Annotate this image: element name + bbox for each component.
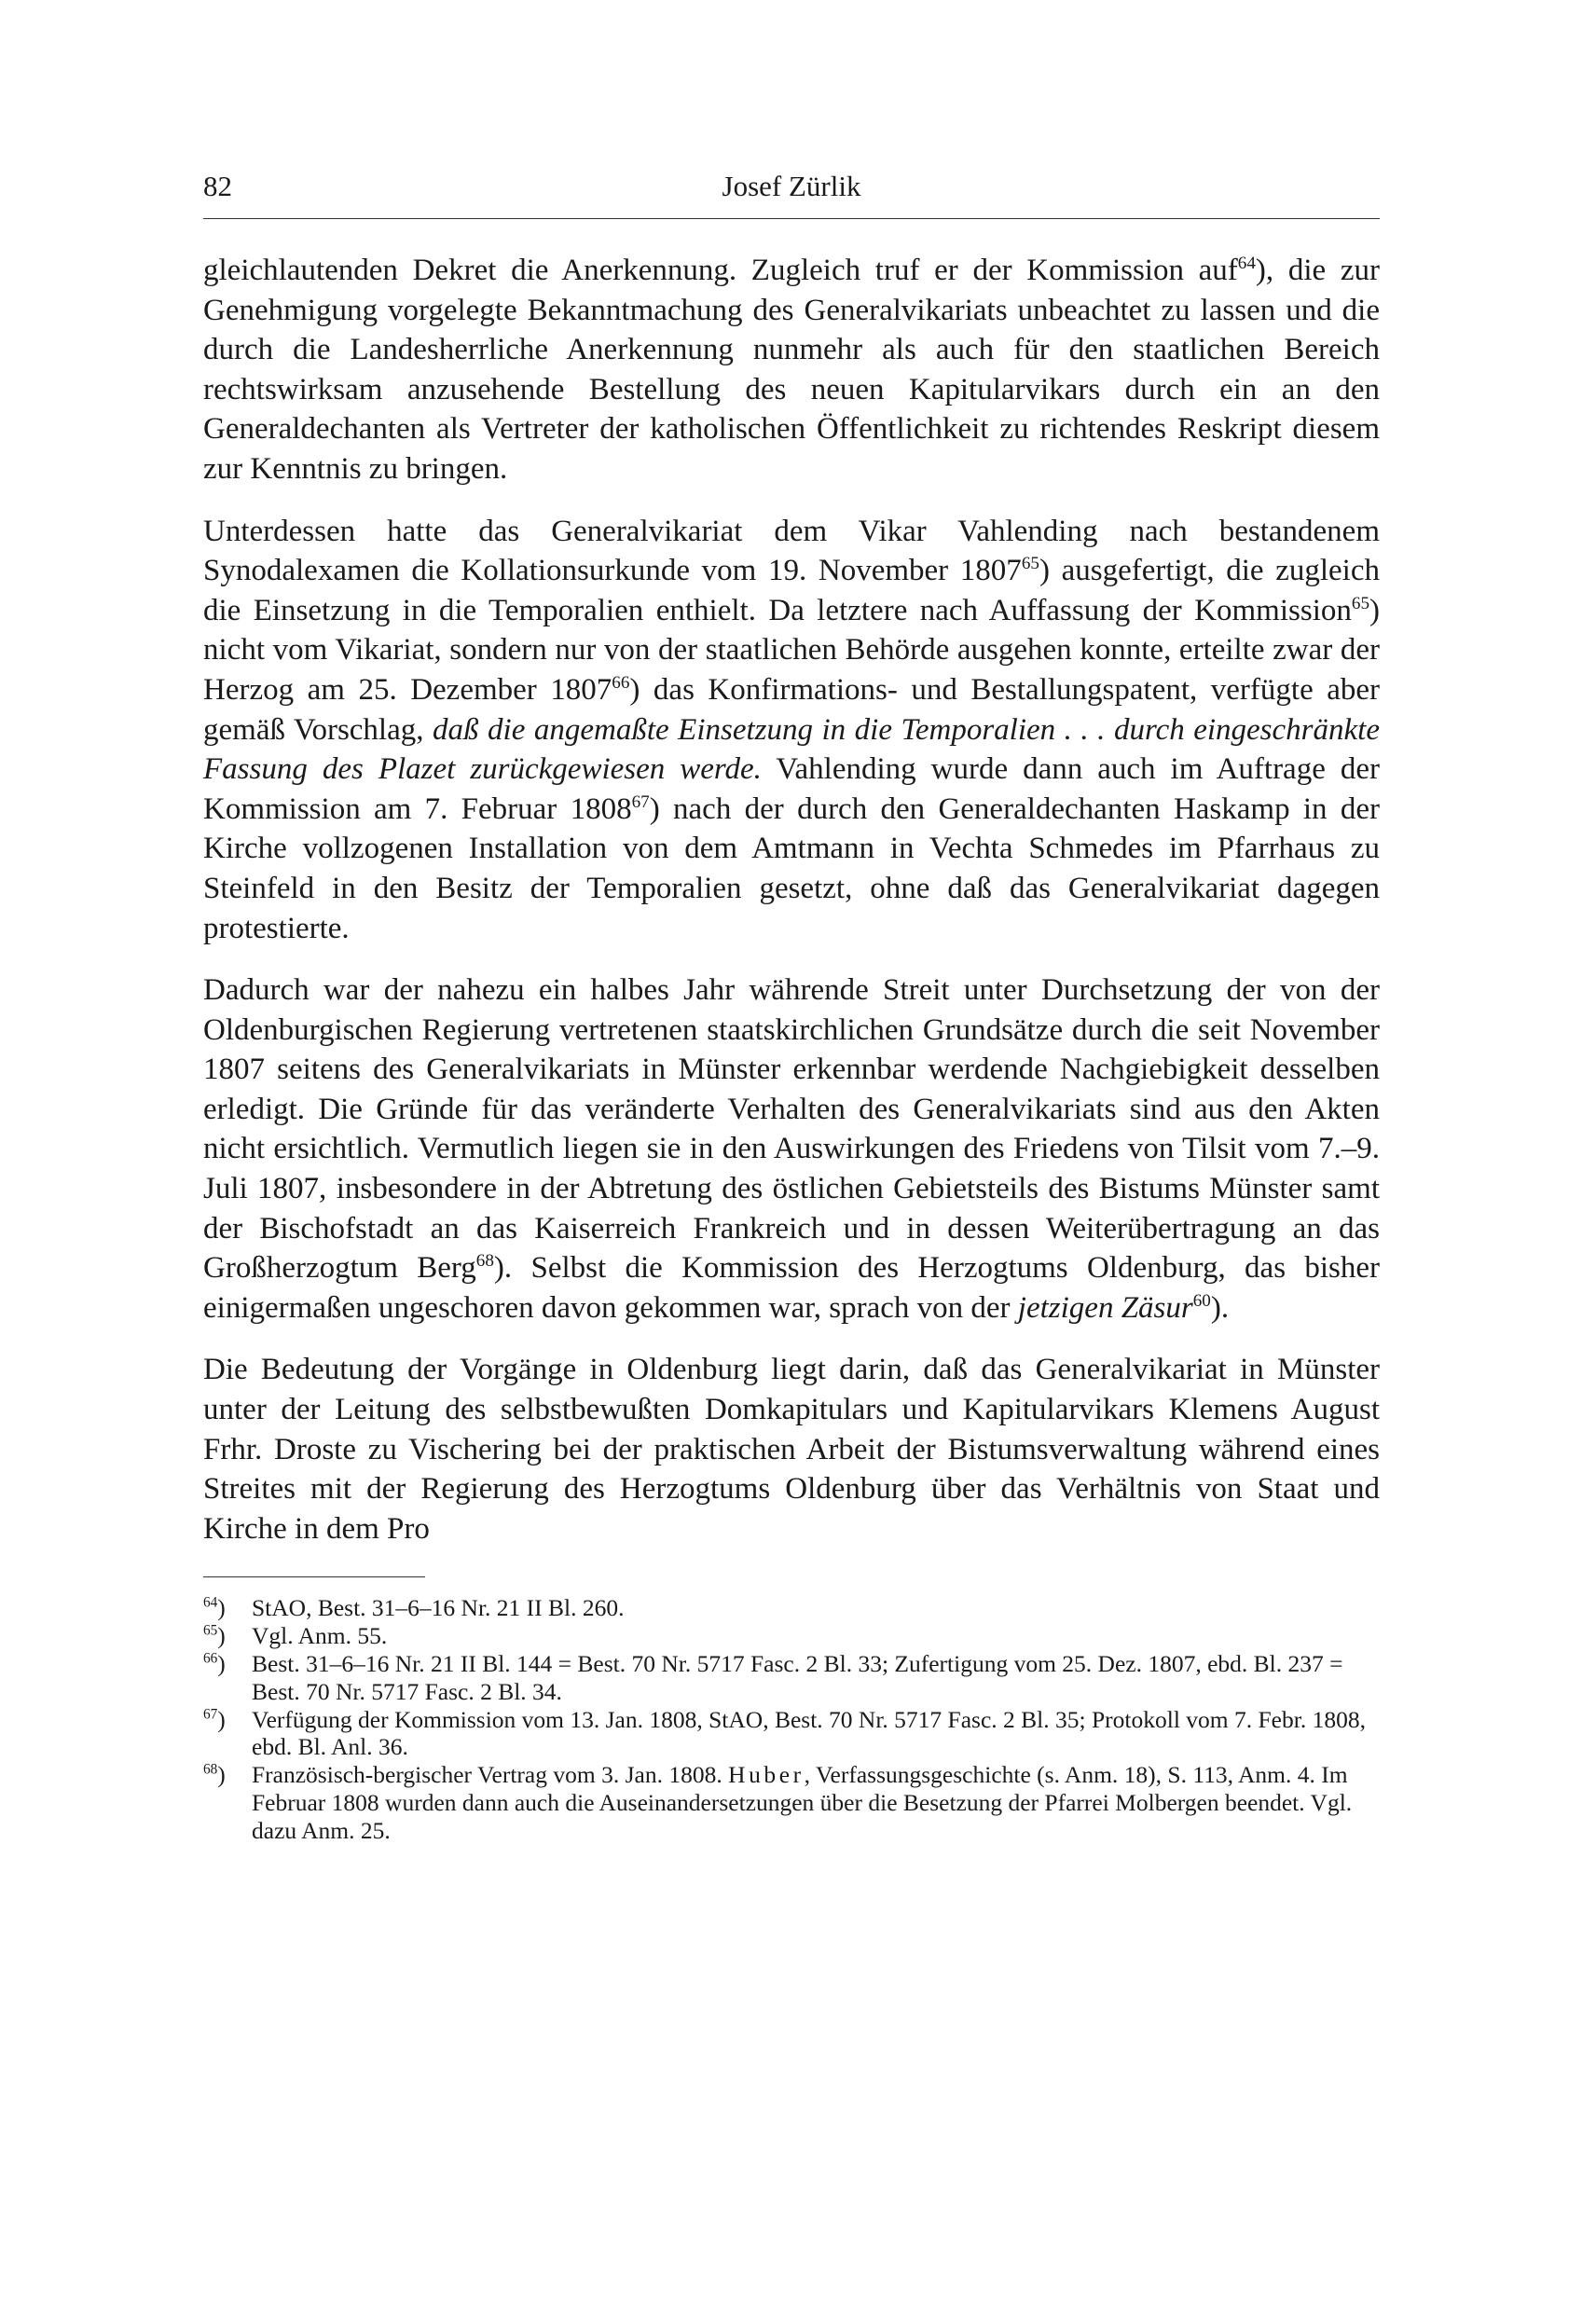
footnote-text [252,1622,1380,1650]
footnotes [203,1594,1380,1844]
body-paragraph [203,970,1380,1328]
header-rule [203,218,1380,219]
text-run: Dadurch war der nahezu ein halbes Jahr währende Streit unter Durchsetzung der von der Oldenburgischen Regierung vertretenen staatskirchlichen Grundsätze durch die seit November 1807 seitens des Generalvikariats in Münster erkennbar werdende Nachgiebigkeit desselben erledigt. Die Gründe für das veränderte Verhalten des Generalvikariats sind aus den Akten nicht ersichtlich. Vermutlich liegen sie in den Auswirkungen des Friedens von Tilsit vom 7.–9. Juli 1807, insbesondere in der Abtretung des östlichen Gebietsteils des Bistums Münster samt der Bischofstadt an das Kaiserreich Frankreich und in dessen Weiterübertragung an das Großherzogtum Berg [203,973,1380,1286]
text-run: ) nach der durch den Generaldechanten Haskamp in der Kirche vollzogenen Installation von dem Amtmann in Vechta Schmedes im Pfarrhaus zu Steinfeld in den Besitz der Temporalien gesetzt, ohne daß das Generalvikariat dagegen protestierte. [203,791,1380,945]
footnote-number: 66 [203,1650,218,1667]
footnote-number: 67 [203,1706,218,1723]
text-run: ). Selbst die Kommission des Herzogtums Oldenburg, das bisher einigermaßen ungeschoren davon gekommen war, sprach von der [203,1251,1380,1325]
text-run: Französisch-bergischer Vertrag vom 3. Jan. 1808. [252,1761,729,1789]
footnote-number: 65 [203,1622,218,1639]
footnote-text [252,1761,1380,1844]
text-run: gleichlautenden Dekret die Anerkennung. Zugleich truf er der Kommission auf [203,254,1238,287]
footnote-rule [203,1576,425,1577]
footnote-mark: $^{64}$) [203,1594,226,1622]
footnote-mark: $^{65}$) [203,1622,226,1650]
footnote [203,1594,1380,1622]
text-run: Die Bedeutung der Vorgänge in Oldenburg liegt darin, daß das Generalvikariat in Münster unter der Leitung des selbstbewußten Domkapitulars und Kapitularvikars Klemens August Frhr. Droste zu Vischering bei der praktischen Arbeit der Bistumsverwaltung während eines Streites mit der Regierung des Herzogtums Oldenburg über das Verhältnis von Staat und Kirche in dem Pro [203,1353,1380,1546]
text-run: ) nicht vom Vikariat, sondern nur von der staatlichen Behörde ausgehen konnte, erteilte zwar der Herzog am 25. Dezember 1807 [203,593,1380,707]
text-run: ). [1210,1290,1230,1325]
footnote-text [252,1706,1380,1762]
body-paragraph [203,512,1380,949]
body-paragraph [203,1350,1380,1548]
footnote-mark: $^{68}$) [203,1761,226,1789]
footnote-reference: 65 [1021,554,1039,574]
footnote-text [252,1650,1380,1706]
text-run: Best. 31–6–16 Nr. 21 II Bl. 144 = Best. 70 Nr. 5717 Fasc. 2 Bl. 33; Zufertigung vom 25. Dez. 1807, ebd. Bl. 237 = Best. 70 Nr. 5717 Fasc. 2 Bl. 34. [252,1650,1343,1705]
running-title: Josef Zürlik [722,170,861,202]
footnote-mark: $^{66}$) [203,1650,226,1677]
footnote [203,1650,1380,1706]
text-run: , Verfassungsgeschichte (s. Anm. 18), S. 113, Anm. 4. Im Februar 1808 wurden dann auch die Auseinandersetzungen über die Besetzung der Pfarrei Molbergen beendet. Vgl. dazu Anm. 25. [252,1761,1353,1844]
footnote-reference: 64 [1237,254,1256,273]
text-run: ) ausgefertigt, die zugleich die Einsetzung in die Temporalien enthielt. Da letztere nach Auffassung der Kommission [203,554,1380,627]
text-run: StAO, Best. 31–6–16 Nr. 21 II Bl. 260. [252,1594,625,1622]
footnote-reference: 68 [475,1251,494,1272]
text-run: Vgl. Anm. 55. [252,1622,388,1650]
running-head [203,168,1380,213]
text-run: Verfügung der Kommission vom 13. Jan. 1808, StAO, Best. 70 Nr. 5717 Fasc. 2 Bl. 35; Protokoll vom 7. Febr. 1808, ebd. Bl. Anl. 36. [252,1705,1366,1761]
footnote-reference: 67 [631,791,650,812]
italic-quote: jetzigen Zäsur [1017,1290,1193,1325]
footnote-mark: $^{67}$) [203,1705,226,1733]
text-run: ) das Konfirmations- und Bestallungspatent, verfügte aber gemäß Vorschlag, [203,672,1380,747]
text-run: Vahlending wurde dann auch im Auftrage der Kommission am 7. Februar 1808 [203,752,1380,826]
footnote [203,1706,1380,1762]
book-page [203,168,1380,1845]
footnote-reference: 66 [612,672,630,693]
body-text [203,251,1380,1548]
body-paragraph [203,251,1380,489]
footnote-text [252,1594,1380,1622]
text-run: ), die zur Genehmigung vorgelegte Bekanntmachung des Generalvikariats unbeachtet zu lassen und die durch die Landesherrliche Anerkennung nunmehr als auch für den staatlichen Bereich rechtswirksam anzusehende Bestellung des neuen Kapitularvikars durch ein an den Generaldechanten als Vertreter der katholischen Öffentlichkeit zu richtendes Reskript diesem zur Kenntnis zu bringen. [203,254,1380,486]
footnote [203,1761,1380,1844]
footnote-reference: 60 [1192,1290,1211,1311]
footnote-number: 68 [203,1761,218,1778]
author-name: Huber [728,1761,805,1789]
footnote-number: 64 [203,1594,218,1611]
footnote-reference: 65 [1351,593,1369,613]
page-number: 82 [203,170,232,202]
text-run: Unterdessen hatte das Generalvikariat dem Vikar Vahlending nach bestandenem Synodalexamen die Kollationsurkunde vom 19. November 1807 [203,514,1380,588]
footnote [203,1622,1380,1650]
italic-quote: daß die angemaßte Einsetzung in die Temporalien . . . durch eingeschränkte Fassung des Plazet zurückgewiesen werde. [203,712,1380,787]
